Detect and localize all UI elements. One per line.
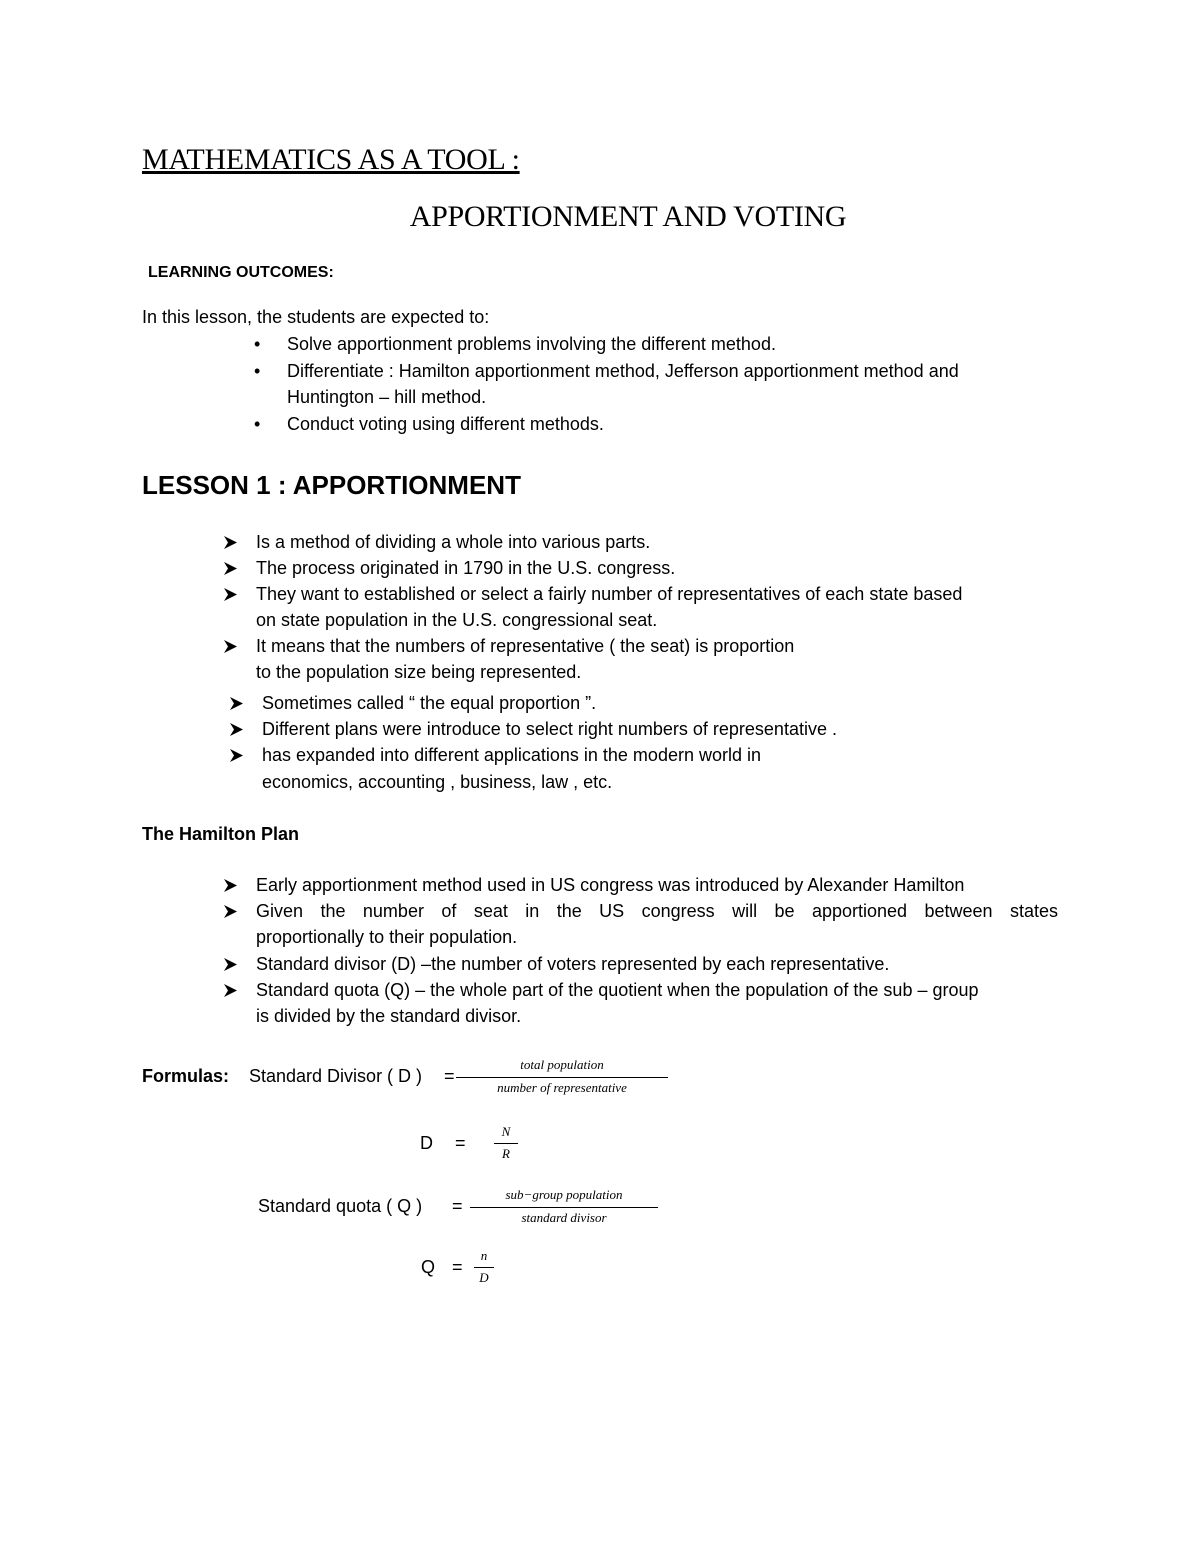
d-symbol: D xyxy=(420,1133,433,1153)
equals-sign: = xyxy=(452,1257,463,1277)
formulas-label: Formulas: xyxy=(142,1066,230,1086)
quota-numerator: sub−group population xyxy=(505,1187,623,1202)
arrow-bullet-icon xyxy=(224,984,237,997)
equals-sign: = xyxy=(444,1066,455,1086)
lesson-point-continued: economics, accounting , business, law , etc. xyxy=(262,772,613,792)
bullet-icon: • xyxy=(254,361,261,381)
arrow-bullet-icon xyxy=(230,749,243,762)
arrow-bullet-icon xyxy=(224,536,237,549)
fraction-bar xyxy=(456,1077,668,1078)
lesson-point-continued: to the population size being represented. xyxy=(256,662,582,682)
d-numerator: N xyxy=(501,1124,511,1139)
hamilton-point: Early apportionment method used in US congress was introduced by Alexander Hamilton xyxy=(256,875,965,895)
d-denominator: R xyxy=(502,1146,510,1161)
lesson-point: It means that the numbers of representative ( the seat) is proportion xyxy=(256,636,795,656)
q-symbol: Q xyxy=(421,1257,436,1277)
learning-outcomes-heading: LEARNING OUTCOMES: xyxy=(148,264,334,281)
document-title: MATHEMATICS AS A TOOL : xyxy=(142,143,520,176)
arrow-bullet-icon xyxy=(230,697,243,710)
outcomes-intro: In this lesson, the students are expected to: xyxy=(142,307,490,327)
lesson-point: Sometimes called “ the equal proportion ”. xyxy=(262,693,597,713)
hamilton-heading: The Hamilton Plan xyxy=(142,824,300,844)
outcome-item-continued: Huntington – hill method. xyxy=(287,387,487,407)
arrow-bullet-icon xyxy=(224,958,237,971)
lesson-point: has expanded into different applications in the modern world in xyxy=(262,745,761,765)
outcome-item: Conduct voting using different methods. xyxy=(287,414,604,434)
fraction-bar xyxy=(494,1143,518,1144)
lesson-point: Different plans were introduce to select right numbers of representative . xyxy=(262,719,837,739)
hamilton-point: Standard quota (Q) – the whole part of the quotient when the population of the sub – group xyxy=(256,980,979,1000)
arrow-bullet-icon xyxy=(224,640,237,653)
lesson-heading: LESSON 1 : APPORTIONMENT xyxy=(142,470,521,500)
arrow-bullet-icon xyxy=(224,562,237,575)
arrow-bullet-icon xyxy=(224,588,237,601)
lesson-point-continued: on state population in the U.S. congressional seat. xyxy=(256,610,658,630)
divisor-denominator: number of representative xyxy=(497,1080,627,1095)
document-subtitle: APPORTIONMENT AND VOTING xyxy=(409,200,847,233)
quota-denominator: standard divisor xyxy=(521,1210,607,1225)
fraction-bar xyxy=(470,1207,658,1208)
arrow-bullet-icon xyxy=(230,723,243,736)
hamilton-point: Given the number of seat in the US congress will be apportioned between states xyxy=(256,901,1058,921)
lesson-point: Is a method of dividing a whole into various parts. xyxy=(256,532,651,552)
hamilton-point-continued: proportionally to their population. xyxy=(256,927,518,947)
q-denominator: D xyxy=(479,1270,489,1285)
standard-divisor-label: Standard Divisor ( D ) xyxy=(249,1066,423,1086)
standard-quota-label: Standard quota ( Q ) xyxy=(258,1196,423,1216)
bullet-icon: • xyxy=(254,414,261,434)
equals-sign: = xyxy=(455,1133,466,1153)
q-numerator: n xyxy=(480,1248,488,1263)
outcome-item: Differentiate : Hamilton apportionment method, Jefferson apportionment method and xyxy=(287,361,959,381)
hamilton-point-continued: is divided by the standard divisor. xyxy=(256,1006,522,1026)
fraction-bar xyxy=(474,1267,494,1268)
bullet-icon: • xyxy=(254,334,261,354)
lesson-point: They want to established or select a fairly number of representatives of each state based xyxy=(256,584,963,604)
outcome-item: Solve apportionment problems involving the different method. xyxy=(287,334,776,354)
divisor-numerator: total population xyxy=(520,1057,604,1072)
arrow-bullet-icon xyxy=(224,879,237,892)
arrow-bullet-icon xyxy=(224,905,237,918)
hamilton-point: Standard divisor (D) –the number of voters represented by each representative. xyxy=(256,954,890,974)
equals-sign: = xyxy=(452,1196,463,1216)
lesson-point: The process originated in 1790 in the U.S. congress. xyxy=(256,558,676,578)
